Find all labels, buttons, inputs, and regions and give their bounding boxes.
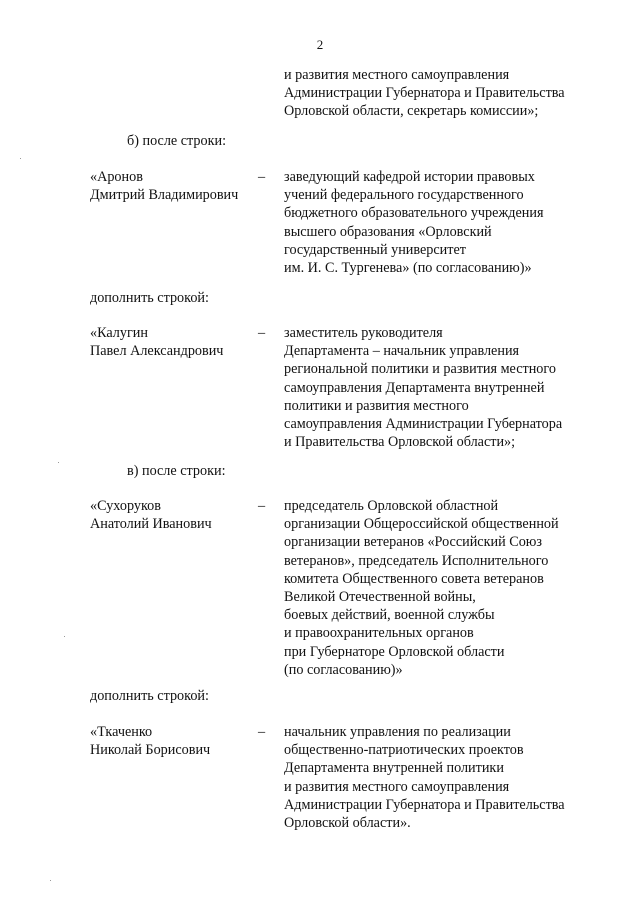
text-line: самоуправления Администрации Губернатора — [284, 416, 563, 433]
text-line: организации ветеранов «Российский Союз — [284, 534, 542, 551]
scan-speck — [64, 636, 65, 637]
section-heading-v: в) после строки: — [127, 463, 226, 479]
top-continuation-text — [284, 66, 604, 121]
text-line: заместитель руководителя — [284, 325, 443, 341]
text-line: Администрации Губернатора и Правительства — [284, 796, 565, 813]
dash-separator: – — [258, 169, 266, 185]
member-name-tkachenko — [90, 723, 260, 759]
member-description-tkachenko — [284, 723, 604, 832]
member-description-aronov — [284, 168, 604, 277]
text-line: Орловской области». — [284, 815, 411, 832]
dash-separator: – — [258, 325, 266, 341]
given-names: Павел Александрович — [90, 343, 224, 360]
surname: «Аронов — [90, 169, 143, 185]
surname: «Ткаченко — [90, 724, 153, 740]
given-names: Дмитрий Владимирович — [90, 187, 239, 204]
text-line: Департамента внутренней политики — [284, 760, 504, 777]
text-line: Департамента – начальник управления — [284, 343, 520, 360]
text-line: Великой Отечественной войны, — [284, 589, 476, 606]
text-line: ветеранов», председатель Исполнительного — [284, 552, 549, 569]
text-line: боевых действий, военной службы — [284, 607, 495, 624]
text-line: и развития местного самоуправления — [284, 67, 510, 83]
member-name-aronov — [90, 168, 260, 204]
text-line: учений федерального государственного — [284, 187, 524, 204]
member-name-kalugin — [90, 324, 260, 360]
given-names: Николай Борисович — [90, 742, 211, 759]
text-line: (по согласованию)» — [284, 661, 403, 678]
surname: «Сухоруков — [90, 498, 161, 514]
text-line: председатель Орловской областной — [284, 498, 499, 514]
text-line: и Правительства Орловской области»; — [284, 434, 516, 451]
dash-separator: – — [258, 724, 266, 740]
text-line: организации Общероссийской общественной — [284, 516, 559, 533]
text-line: общественно-патриотических проектов — [284, 742, 524, 759]
section-heading-add-1: дополнить строкой: — [90, 290, 209, 306]
text-line: при Губернаторе Орловской области — [284, 643, 505, 660]
text-line: бюджетного образовательного учреждения — [284, 205, 544, 222]
member-description-sukhorukov — [284, 497, 604, 679]
text-line: Орловской области, секретарь комиссии»; — [284, 103, 539, 120]
text-line: Администрации Губернатора и Правительства — [284, 85, 565, 102]
text-line: и правоохранительных органов — [284, 625, 474, 642]
section-heading-b: б) после строки: — [127, 133, 227, 149]
member-name-sukhorukov — [90, 497, 260, 533]
text-line: начальник управления по реализации — [284, 724, 511, 740]
text-line: политики и развития местного — [284, 397, 469, 414]
text-line: и развития местного самоуправления — [284, 778, 510, 795]
page-number: 2 — [316, 37, 324, 52]
text-line: заведующий кафедрой истории правовых — [284, 169, 535, 185]
dash-separator: – — [258, 498, 266, 514]
given-names: Анатолий Иванович — [90, 516, 212, 533]
scan-speck — [58, 462, 59, 463]
scan-speck — [50, 880, 51, 881]
text-line: самоуправления Департамента внутренней — [284, 379, 545, 396]
surname: «Калугин — [90, 325, 148, 341]
scan-speck — [20, 158, 21, 159]
text-line: государственный университет — [284, 241, 466, 258]
section-heading-add-2: дополнить строкой: — [90, 688, 209, 704]
text-line: им. И. С. Тургенева» (по согласованию)» — [284, 260, 532, 277]
member-description-kalugin — [284, 324, 604, 451]
text-line: комитета Общественного совета ветеранов — [284, 570, 544, 587]
text-line: высшего образования «Орловский — [284, 223, 492, 240]
text-line: региональной политики и развития местного — [284, 361, 556, 378]
